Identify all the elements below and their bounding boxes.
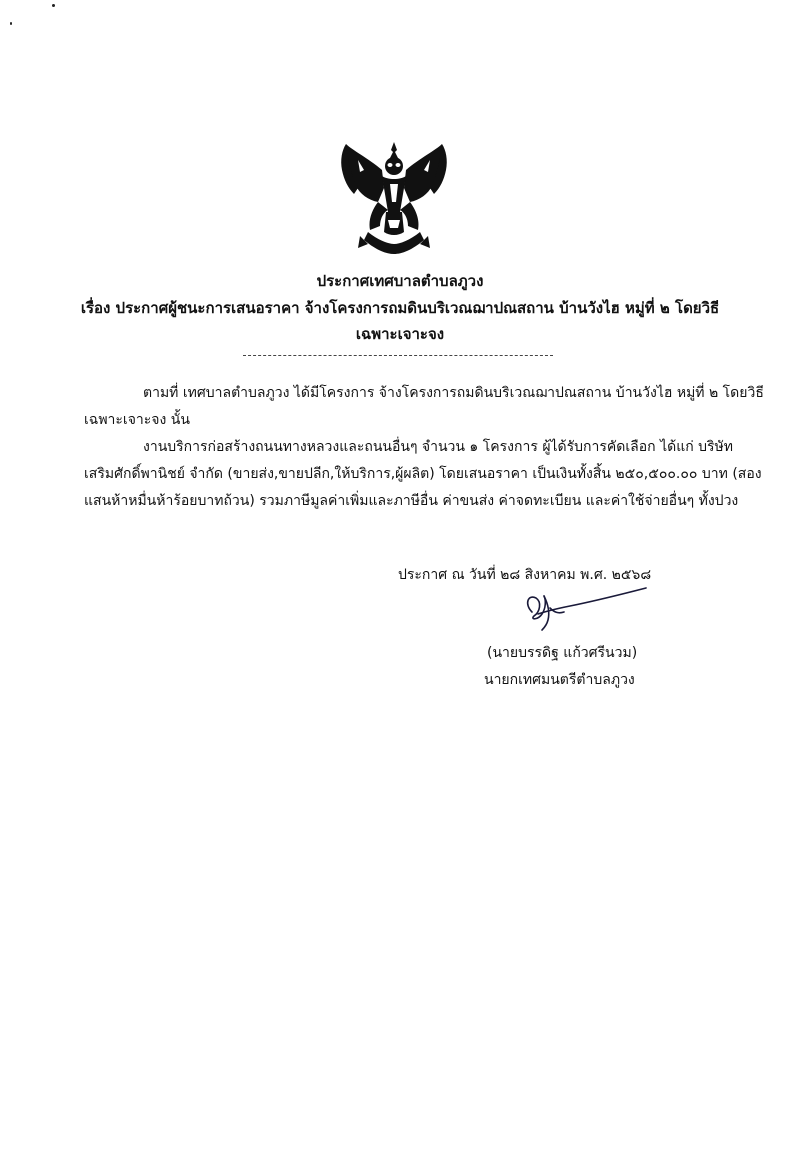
garuda-emblem-icon	[338, 140, 450, 258]
para1-line2: เฉพาะเจาะจง นั้น	[84, 412, 190, 428]
signatory-position: นายกเทศมนตรีตำบลภูวง	[484, 672, 635, 688]
signatory-name: (นายบรรดิฐ แก้วศรีนวม)	[487, 645, 638, 661]
org-title: ประกาศเทศบาลตำบลภูวง	[316, 272, 484, 290]
subject-line-1: เรื่อง ประกาศผู้ชนะการเสนอราคา จ้างโครงการถมดินบริเวณฌาปณสถาน บ้านวังไฮ หมู่ที่ ๒ โดยวิธี	[80, 299, 720, 317]
para2-line2: เสริมศักดิ์พานิชย์ จำกัด (ขายส่ง,ขายปลีก,ให้บริการ,ผู้ผลิต) โดยเสนอราคา เป็นเงินทั้งสิ้น ๒๕๐,๕๐๐.๐๐ บาท (สอง	[84, 466, 762, 482]
scan-speck	[52, 4, 55, 7]
subject-line-2: เฉพาะเจาะจง	[355, 325, 445, 343]
para1-line1: ตามที่ เทศบาลตำบลภูวง ได้มีโครงการ จ้างโครงการถมดินบริเวณฌาปณสถาน บ้านวังไฮ หมู่ที่ ๒ โดยวิธี	[143, 385, 764, 401]
announcement-date: ประกาศ ณ วันที่ ๒๘ สิงหาคม พ.ศ. ๒๕๖๘	[398, 567, 652, 583]
scan-speck	[10, 22, 12, 25]
divider-rule	[243, 355, 553, 356]
para2-line3: แสนห้าหมื่นห้าร้อยบาทถ้วน) รวมภาษีมูลค่าเพิ่มและภาษีอื่น ค่าขนส่ง ค่าจดทะเบียน และค่าใช้จ่ายอื่นๆ ทั้งปวง	[84, 493, 739, 509]
para2-line1: งานบริการก่อสร้างถนนทางหลวงและถนนอื่นๆ จำนวน ๑ โครงการ ผู้ได้รับการคัดเลือก ได้แก่ บริษัท	[143, 439, 734, 455]
handwritten-signature	[520, 586, 652, 632]
